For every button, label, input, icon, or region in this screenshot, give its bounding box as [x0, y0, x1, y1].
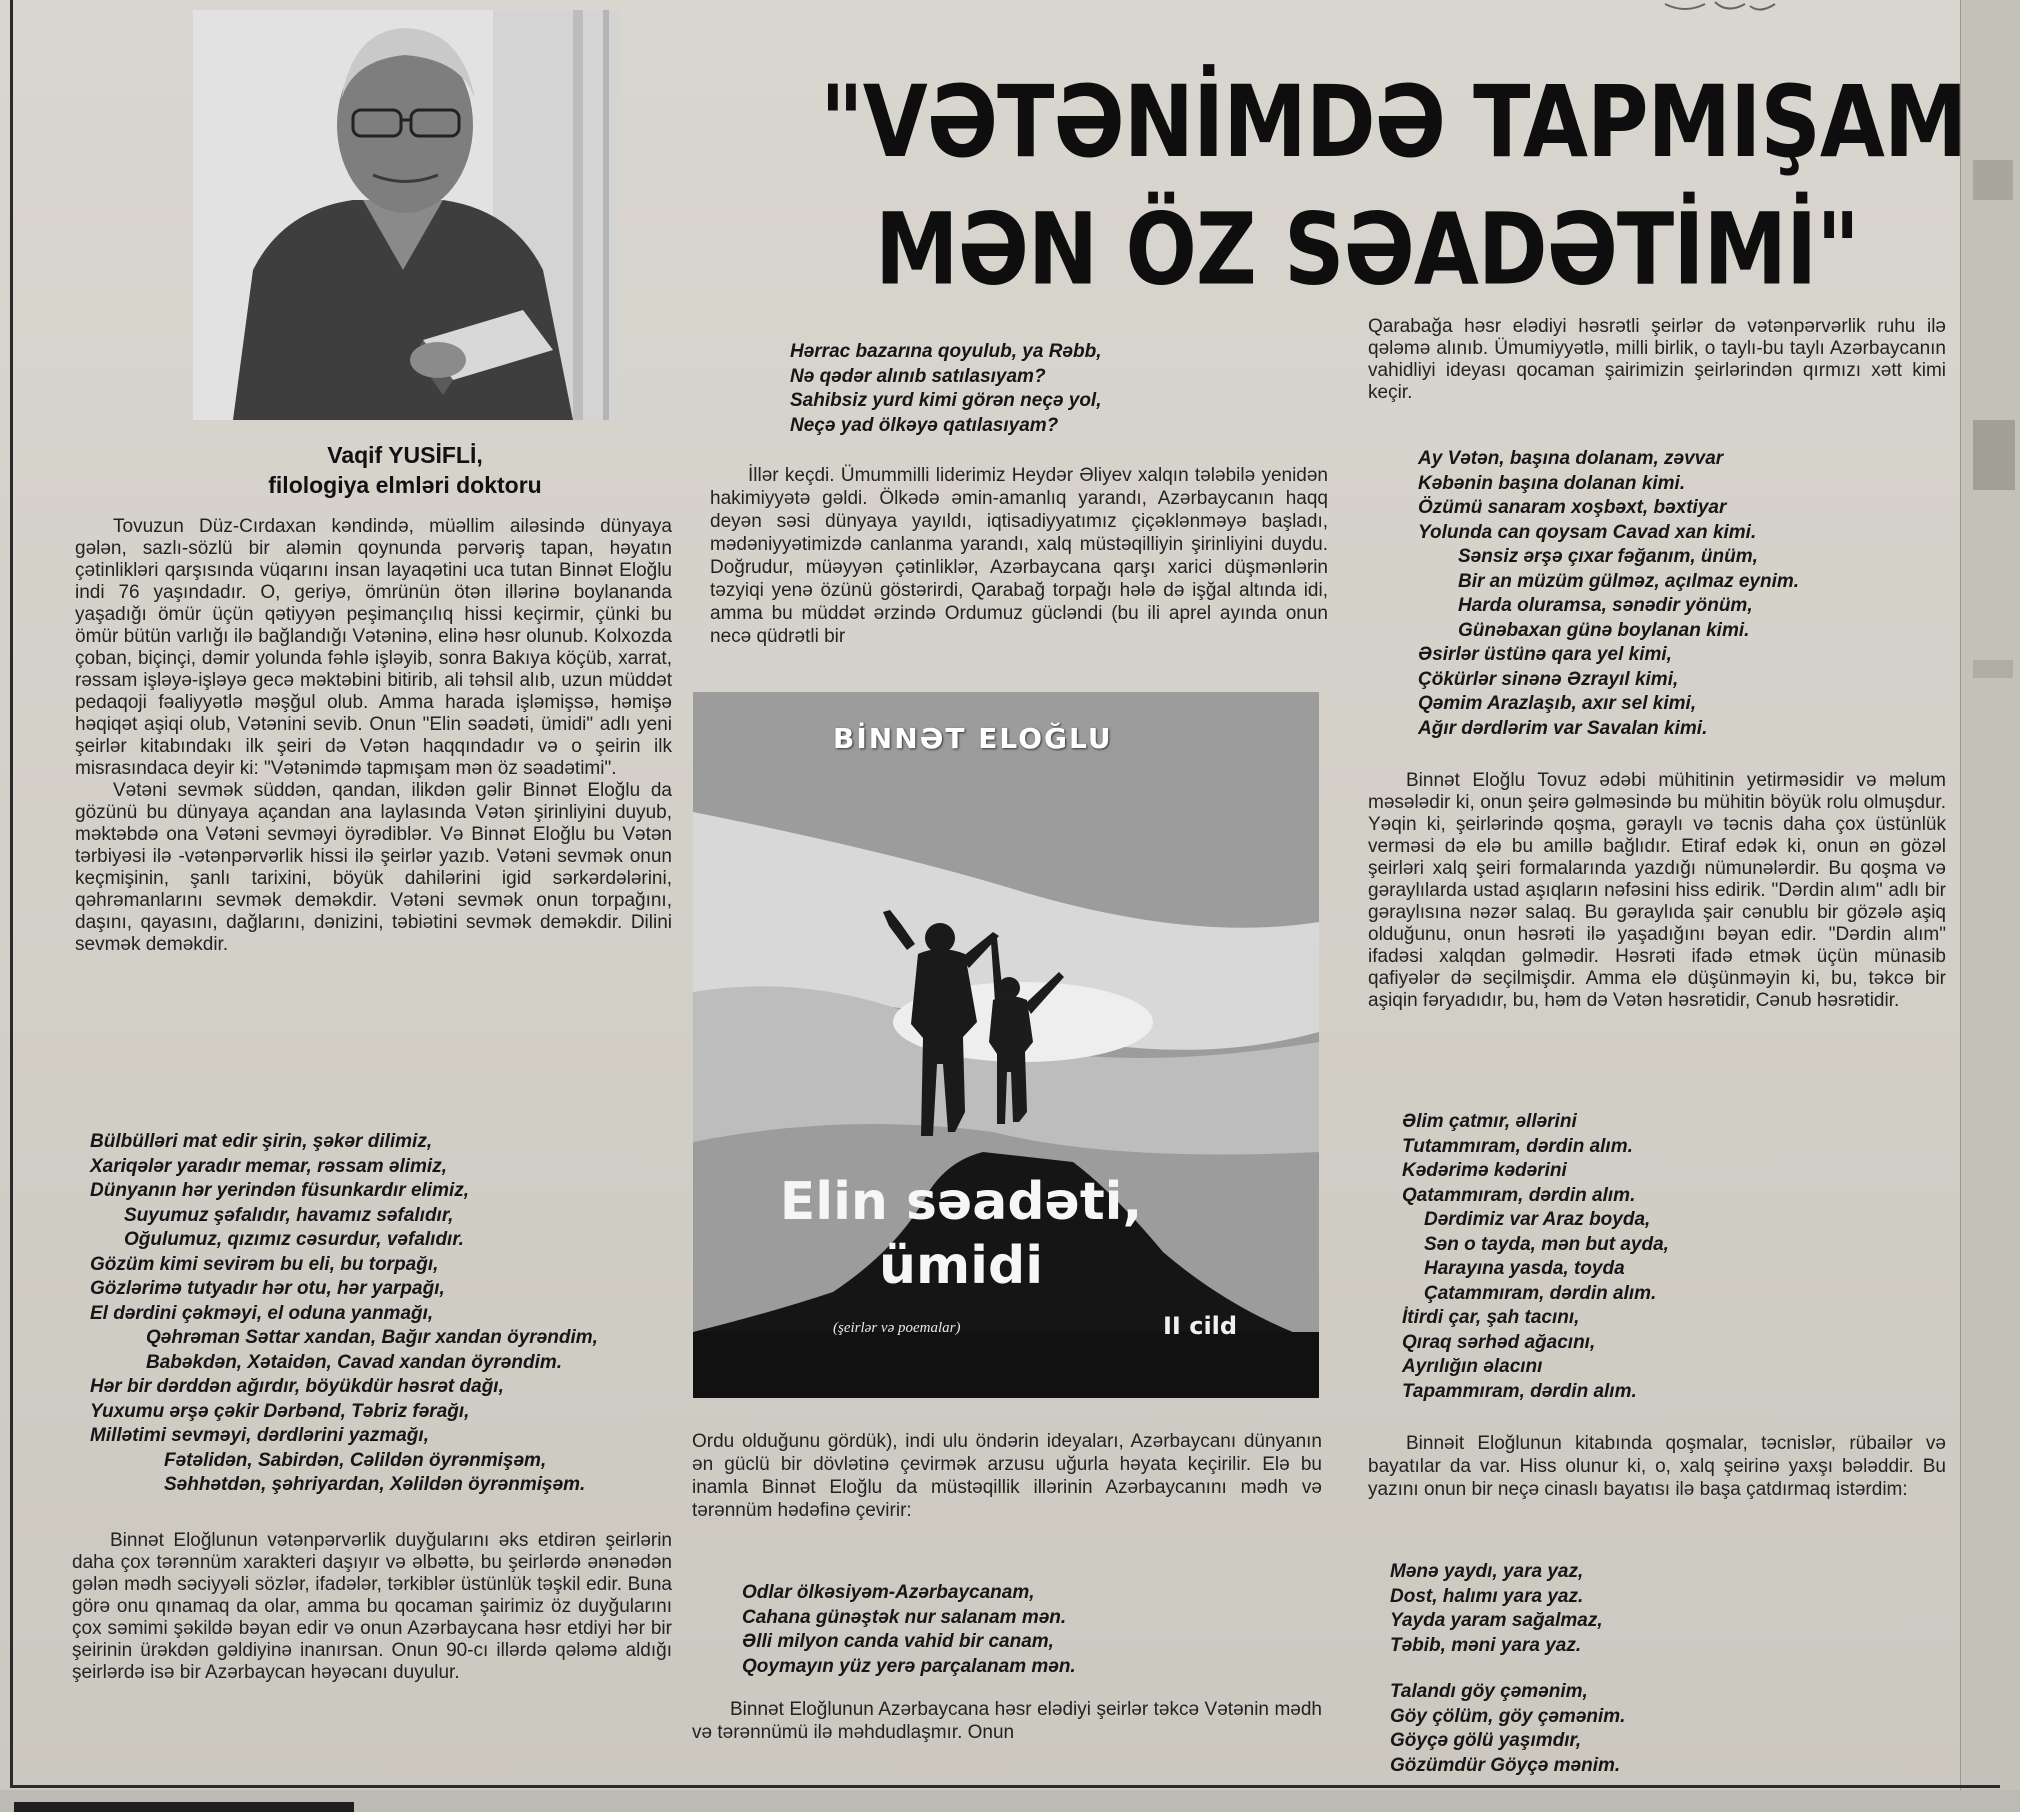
poem-line: Kəbənin başına dolanan kimi.: [1418, 472, 1686, 494]
poem-line: Sahibsiz yurd kimi görən neçə yol,: [790, 390, 1102, 411]
poem-line: Xariqələr yaradır memar, rəssam əlimiz,: [90, 1155, 447, 1177]
col3-poem-3: [1390, 1560, 1930, 1658]
poem-line: Tutammıram, dərdin alım.: [1402, 1135, 1633, 1157]
poem-line: Göyçə gölü yaşımdır,: [1390, 1730, 1582, 1751]
col1-poem: [90, 1130, 680, 1498]
poem-line: Babəkdən, Xətaidən, Cavad xandan öyrəndim.: [146, 1351, 563, 1373]
poem-line: Əlli milyon canda vahid bir canam,: [742, 1631, 1054, 1652]
column-1: [75, 516, 672, 956]
poem-line: Gözüm kimi sevirəm bu eli, bu torpağı,: [90, 1253, 439, 1275]
poem-line: İtirdi çar, şah tacını,: [1402, 1307, 1580, 1328]
poem-line: Kədərimə kədərini: [1402, 1160, 1567, 1181]
poem-line: Əsirlər üstünə qara yel kimi,: [1418, 644, 1672, 665]
col1-closing: [72, 1530, 672, 1684]
poem-line: El dərdini çəkməyi, el oduna yanmağı,: [90, 1302, 434, 1324]
col2-paragraph-1-block: [710, 464, 1328, 648]
poem-line: Bülbülləri mat edir şirin, şəkər dilimiz,: [90, 1131, 433, 1152]
col1-paragraph-2: Vətəni sevmək süddən, qandan, ilikdən gəlir Binnət Eloğlu da gözünü bu dünyaya açandan ana laylasında Vətən şirinliyini duyub, məktəbdə ona Vətəni sevməyi öyrədiblər. Və Binnət Eloğlu bu Vətən tərbiyəsi ilə -vətənpərvərlik hissi ilə şeirlər yazıb. Vətəni sevmək onun keçmişinin, şanlı tarixini, böyük dahilərini igid sərkərdələrini, qəhrəmanlarını sevmək deməkdir. Vətəni sevmək onun torpağını, daşını, qayasını, dağlarını, dənizini, təbiətini sevmək deməkdir. Dilini sevmək deməkdir.: [75, 780, 672, 955]
poem-line: Nə qədər alınıb satılasıyam?: [790, 365, 1046, 387]
poem-line: Fətəlidən, Sabirdən, Cəlildən öyrənmişəm,: [164, 1449, 547, 1471]
byline: [150, 440, 660, 500]
poem-line: Təbib, məni yara yaz.: [1390, 1634, 1582, 1656]
col3-paragraph-1-block: [1368, 316, 1946, 404]
cover-volume: II cild: [1163, 1312, 1238, 1340]
poem-line: Bir an müzüm gülməz, açılmaz eynim.: [1458, 570, 1800, 592]
author-title: filologiya elmləri doktoru: [268, 472, 542, 498]
next-page-black-bar: [14, 1802, 354, 1812]
poem-line: Sənsiz ərşə çıxar fəğanım, ünüm,: [1458, 546, 1758, 567]
headline: [820, 58, 1980, 313]
headline-line-1: "VƏTƏNİMDƏ TAPMIŞAM: [820, 63, 1967, 180]
col3-poem-2: [1402, 1110, 1942, 1404]
poem-line: Yayda yaram sağalmaz,: [1390, 1610, 1603, 1631]
poem-line: Neçə yad ölkəyə qatılasıyam?: [790, 414, 1059, 436]
poem-line: Harda oluramsa, sənədir yönüm,: [1458, 595, 1753, 616]
col3-paragraph-3: Binnəit Eloğlunun kitabında qoşmalar, təcnislər, rübailər və bayatılar da var. Hiss olunur ki, o, xalq şeirinə yaxşı bələddir. Bu yazını onun bir neçə cinaslı bayatısı ilə başa çatdırmaq istərdim:: [1368, 1433, 1946, 1500]
poem-line: Gözümdür Göyçə mənim.: [1390, 1754, 1621, 1776]
author-photo: [193, 10, 619, 420]
poem-line: Harayına yasda, toyda: [1424, 1258, 1625, 1279]
col2-paragraph-2-block: [692, 1430, 1322, 1522]
poem-line: Çatammıram, dərdin alım.: [1424, 1282, 1657, 1304]
poem-line: Talandı göy çəmənim,: [1390, 1681, 1588, 1702]
poem-line: Yolunda can qoysam Cavad xan kimi.: [1418, 521, 1757, 543]
handwritten-mark: [1660, 0, 1780, 18]
poem-line: Çökürlər sinənə Əzrayıl kimi,: [1418, 668, 1679, 690]
col2-poem-top: [790, 340, 1310, 438]
poem-line: Qatammıram, dərdin alım.: [1402, 1184, 1636, 1206]
bottom-border-rule: [10, 1785, 2000, 1788]
poem-line: Göy çölüm, göy çəmənim.: [1390, 1705, 1626, 1727]
poem-line: Oğulumuz, qızımız cəsurdur, vəfalıdır.: [124, 1229, 464, 1250]
poem-line: Gözlərimə tutyadır hər otu, hər yarpağı,: [90, 1278, 445, 1299]
poem-line: Mənə yaydı, yara yaz,: [1390, 1561, 1584, 1582]
col2-poem-bottom: [742, 1581, 1302, 1679]
poem-line: Tapammıram, dərdin alım.: [1402, 1380, 1637, 1402]
cover-title: Elin səadəti, ümidi: [779, 1172, 1143, 1296]
col3-paragraph-3-block: [1368, 1432, 1946, 1501]
col2-paragraph-1: İllər keçdi. Ümummilli liderimiz Heydər Əliyev xalqın tələbilə yenidən hakimiyyətə gəldi. Ölkədə əmin-amanlıq yarandı, Azərbaycanın haqq deyən səsi dünyaya yayıldı, iqtisadiyyatımız çiçəklənməyə başladı, mədəniyyətimizdə canlanma yarandı, xalq müstəqilliyin şirinliyini duydu. Doğrudur, müəyyən çətinliklər, Azərbaycana qarşı xarici düşmənlərin təzyiqi yenə özünü göstərirdi, Qarabağ torpağı hələ də işğal altında idi, amma bu müddət ərzində Ordumuz gücləndi (bu ili aprel ayında onun necə qüdrətli bir: [710, 465, 1328, 647]
poem-line: Qəmim Arazlaşıb, axır sel kimi,: [1418, 693, 1697, 714]
poem-line: Qəhrəman Səttar xandan, Bağır xandan öyrəndim,: [146, 1327, 598, 1348]
poem-line: Hərrac bazarına qoyulub, ya Rəbb,: [790, 341, 1102, 362]
col3-poem-1: [1418, 447, 1958, 741]
author-name: Vaqif YUSİFLİ,: [327, 442, 483, 468]
col2-paragraph-3: Binnət Eloğlunun Azərbaycana həsr elədiyi şeirlər təkcə Vətənin mədh və tərənnümü ilə məhdudlaşmır. Onun: [692, 1699, 1322, 1743]
headline-line-2: MƏN ÖZ SƏADƏTİMİ": [875, 191, 1860, 307]
col3-paragraph-2-block: [1368, 770, 1946, 1012]
poem-line: Millətimi sevməyi, dərdlərini yazmağı,: [90, 1425, 429, 1446]
col3-paragraph-2: Binnət Eloğlu Tovuz ədəbi mühitinin yetirməsidir və məlum məsələdir ki, onun şeirə gəlməsində bu mühitin böyük rolu olmuşdur. Yəqin ki, şeirlərində qoşma, gəraylı və təcnis daha çox üstünlük verməsi də elə bu amillə bağlıdır. Etiraf edək ki, onun ən gözəl şeirləri xalq şeiri formalarında yazdığı nümunələrdir. Bu qoşma və gəraylılarda ustad aşıqların nəfəsini hiss edirik. "Dərdin alım" adlı bir gəraylısına nəzər salaq. Bu gəraylıda şair cənublu bir gözələ aşiq olduğunu, onun həsrəti ilə yaşadığını bəyan edir. "Dərdin alım" ifadəsi xalqdan gəlmədir. Həsrəti ifadə etmək üçün münasib qafiyələr də seçilmişdir. Amma elə düşünməyin ki, bu, təkcə bir aşiqin fəryadıdır, bu, həm də Vətən həsrətidir, Cənub həsrətidir.: [1368, 770, 1946, 1011]
poem-line: Dərdimiz var Araz boyda,: [1424, 1209, 1651, 1230]
cover-subtitle: (şeirlər və poemalar): [833, 1320, 961, 1336]
left-border-rule: [10, 0, 13, 1785]
poem-line: Dost, halımı yara yaz.: [1390, 1585, 1584, 1607]
poem-line: Hər bir dərddən ağırdır, böyükdür həsrət dağı,: [90, 1376, 504, 1397]
poem-line: Günəbaxan günə boylanan kimi.: [1458, 619, 1750, 641]
poem-line: Yuxumu ərşə çəkir Dərbənd, Təbriz fərağı,: [90, 1400, 470, 1422]
poem-line: Özümü sanaram xoşbəxt, bəxtiyar: [1418, 497, 1727, 518]
poem-line: Suyumuz şəfalıdır, havamız səfalıdır,: [124, 1204, 454, 1226]
col2-paragraph-2: Ordu olduğunu gördük), indi ulu öndərin ideyaları, Azərbaycanı dünyanın ən güclü bir dövlətinə çevirmək arzusu uğurla həyata keçirilir. Elə bu inamla Binnət Eloğlu da müstəqillik illərinin Azərbaycanını mədh və tərənnüm hədəfinə çevirir:: [692, 1431, 1322, 1521]
col1-paragraph-intro: Tovuzun Düz-Cırdaxan kəndində, müəllim ailəsində dünyaya gələn, sazlı-sözlü bir aləmin qoynunda pərvəriş tapan, həyatın çətinlikləri qarşısında vüqarını insan layaqətini uca tutan Binnət Eloğlu indi 76 yaşındadır. O, geriyə, ömrünün ötən illərinə boylananda yaşadığı ömür üçün qətiyyən peşimançılıq hissi keçirmir, çünki bu ömür bütün varlığı ilə bağlandığı Vətəninə, elinə həsr olunub. Kolxozda çoban, biçinçi, dəmir yolunda fəhlə işləyib, sonra Bakıya köçüb, xarrat, rəssam işləyə-işləyə gecə məktəbini bitirib, ali təhsil alıb, uzun müddət pedaqoji fəaliyyətlə məşğul olub. Amma harada işləmişsə, həmişə həqiqət aşiqi olub, Vətənini sevib. Onun "Elin səadəti, ümidi" adlı yeni şeirlər kitabındakı ilk şeiri də Vətən haqqındadır və o şeirin ilk misrasındaca deyir ki: "Vətənimdə tapmışam mən öz səadətimi".: [75, 516, 672, 779]
poem-line: Ağır dərdlərim var Savalan kimi.: [1418, 717, 1708, 739]
poem-line: Cahana günəştək nur salanam mən.: [742, 1606, 1067, 1628]
poem-line: Sən o tayda, mən but ayda,: [1424, 1233, 1669, 1255]
col3-poem-4: [1390, 1680, 1930, 1778]
poem-line: Əlim çatmır, əllərini: [1402, 1111, 1577, 1132]
col2-paragraph-3-block: [692, 1698, 1322, 1744]
poem-line: Qoymayın yüz yerə parçalanam mən.: [742, 1655, 1076, 1677]
poem-line: Ay Vətən, başına dolanam, zəvvar: [1418, 448, 1724, 469]
poem-line: Ayrılığın əlacını: [1402, 1356, 1543, 1377]
book-cover-image: [693, 692, 1319, 1398]
poem-line: Qıraq sərhəd ağacını,: [1402, 1331, 1596, 1353]
poem-line: Odlar ölkəsiyəm-Azərbaycanam,: [742, 1582, 1035, 1603]
cover-author: BİNNƏT ELOĞLU: [833, 722, 1113, 755]
col1-paragraph-3: Binnət Eloğlunun vətənpərvərlik duyğularını əks etdirən şeirlərin daha çox tərənnüm xarakteri daşıyır və əlbəttə, bu şeirlərdə ənənədən gələn mədh səciyyəli sözlər, ifadələr, tərkiblər üstünlük təşkil edir. Buna görə onu qınamaq da olar, amma bu qocaman şairimiz öz duyğularını çox səmimi şəkildə bəyan edir və onun Azərbaycana həsr etdiyi hər bir şeirinin ürəkdən gəldiyinə inanırsan. Onun 90-cı illərdə qələmə aldığı şeirlərdə isə bir Azərbaycan həyəcanı duyulur.: [72, 1530, 672, 1683]
col3-paragraph-1: Qarabağa həsr elədiyi həsrətli şeirlər də vətənpərvərlik ruhu ilə qələmə alınıb. Ümumiyyətlə, milli birlik, o taylı-bu taylı Azərbaycanın vahidliyi ideyası qocaman şairimizin şeirlərindən qırmızı xətt kimi keçir.: [1368, 316, 1946, 403]
poem-line: Səhhətdən, şəhriyardan, Xəlildən öyrənmişəm.: [164, 1474, 586, 1495]
poem-line: Dünyanın hər yerindən füsunkardır elimiz,: [90, 1180, 470, 1201]
